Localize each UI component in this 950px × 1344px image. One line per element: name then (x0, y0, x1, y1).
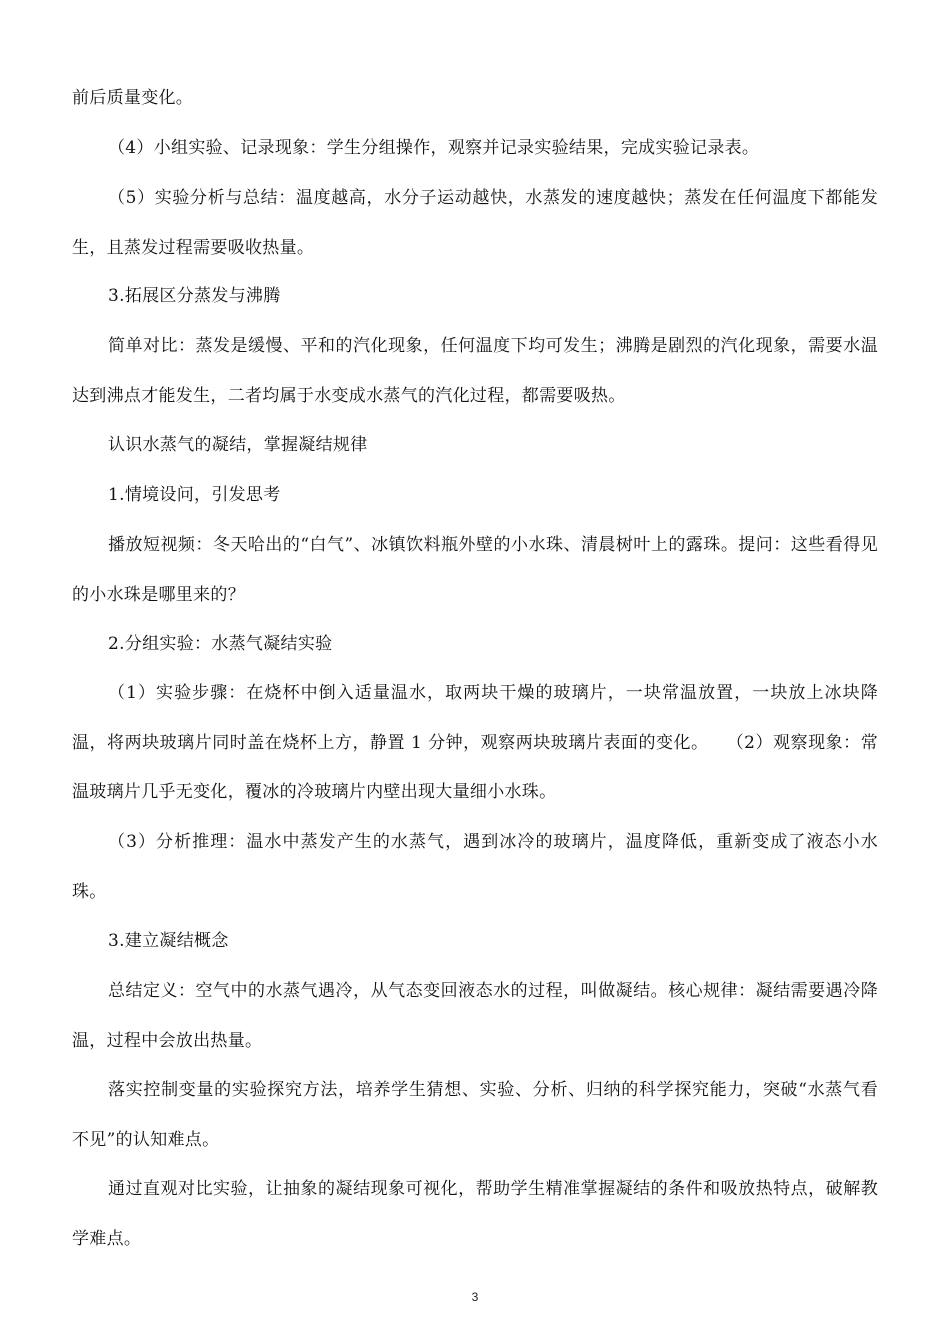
paragraph-experiment-steps: （1）实验步骤：在烧杯中倒入适量温水，取两块干燥的玻璃片，一块常温放置，一块放上冰块降温，将两块玻璃片同时盖在烧杯上方，静置 1 分钟，观察两块玻璃片表面的变化。 （2）观察现象：常温玻璃片几乎无变化，覆冰的冷玻璃片内壁出现大量细小水珠。 (72, 683, 878, 802)
paragraph-visual-experiment-goal: 通过直观对比实验，让抽象的凝结现象可视化，帮助学生精准掌握凝结的条件和吸放热特点，破解教学难点。 (72, 1179, 878, 1249)
paragraph-mass-change: 前后质量变化。 (72, 88, 194, 108)
heading-condensation: 认识水蒸气的凝结，掌握凝结规律 (108, 435, 368, 455)
paragraph-step-4: （4）小组实验、记录现象：学生分组操作，观察并记录实验结果，完成实验记录表。 (108, 138, 760, 158)
paragraph-definition: 总结定义：空气中的水蒸气遇冷，从气态变回液态水的过程，叫做凝结。核心规律：凝结需要遇冷降温，过程中会放出热量。 (72, 981, 878, 1051)
paragraph-video-question: 播放短视频：冬天哈出的“白气”、冰镇饮料瓶外壁的小水珠、清晨树叶上的露珠。提问：这些看得见的小水珠是哪里来的？ (72, 535, 878, 605)
paragraph-step-5: （5）实验分析与总结：温度越高，水分子运动越快，水蒸发的速度越快；蒸发在任何温度下都能发生，且蒸发过程需要吸收热量。 (72, 188, 878, 258)
paragraph-simple-comparison: 简单对比：蒸发是缓慢、平和的汽化现象，任何温度下均可发生；沸腾是剧烈的汽化现象，需要水温达到沸点才能发生，二者均属于水变成水蒸气的汽化过程，都需要吸热。 (72, 336, 878, 406)
heading-scenario-question: 1.情境设问，引发思考 (108, 485, 281, 505)
heading-group-experiment: 2.分组实验：水蒸气凝结实验 (108, 634, 333, 654)
page-number: 3 (471, 1290, 479, 1304)
paragraph-analysis: （3）分析推理：温水中蒸发产生的水蒸气，遇到冰冷的玻璃片，温度降低，重新变成了液态小水珠。 (72, 832, 878, 902)
heading-evaporation-vs-boiling: 3.拓展区分蒸发与沸腾 (108, 286, 281, 306)
heading-condensation-concept: 3.建立凝结概念 (108, 931, 229, 951)
paragraph-method-goal: 落实控制变量的实验探究方法，培养学生猜想、实验、分析、归纳的科学探究能力，突破“水蒸气看不见”的认知难点。 (72, 1080, 878, 1150)
